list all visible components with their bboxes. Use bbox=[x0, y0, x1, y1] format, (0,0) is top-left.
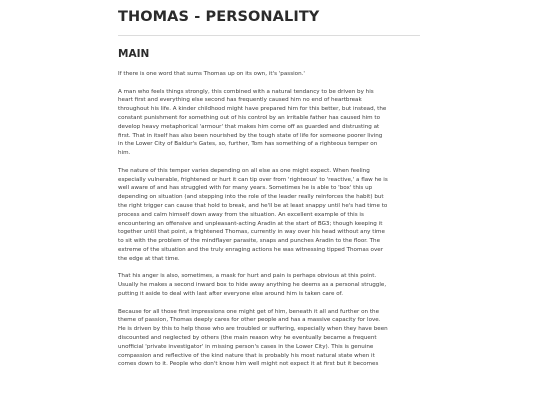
paragraph bbox=[118, 308, 418, 370]
paragraph-line: If there is one word that sums Thomas up on its own, it's 'passion.' bbox=[118, 71, 305, 77]
paragraph bbox=[118, 88, 418, 158]
paragraph bbox=[118, 272, 418, 298]
document-content bbox=[118, 0, 418, 369]
paragraph bbox=[118, 167, 418, 264]
page-title: THOMAS - PERSONALITY bbox=[118, 9, 320, 25]
paragraph-line: Usually he makes a second inward box to hide away anything he deems as a personal struggle, bbox=[118, 282, 387, 289]
section-heading-main: MAIN bbox=[118, 48, 150, 60]
paragraph-line: encountering an offensive and unpleasant-acting Aradin at the start of BG3; though keeping it bbox=[118, 220, 383, 227]
paragraph-line: well aware of and has struggled with for many years. Sometimes he is able to 'box' this up bbox=[118, 185, 373, 192]
paragraph-line: to sit with the problem of the mindflayer parasite, snaps and punches Aradin to the floor. The bbox=[118, 238, 381, 245]
paragraph-line: develop heavy metaphorical 'armour' that makes him come off as guarded and distrusting at bbox=[118, 123, 380, 130]
paragraph-line: putting it aside to deal with last after everyone else around him is taken care of. bbox=[118, 290, 343, 297]
paragraph-line: in the Lower City of Baldur's Gates, so, further, Tom has something of a righteous temper on bbox=[118, 141, 378, 148]
paragraph-line: heart first and everything else second has frequently caused him no end of heartbreak bbox=[118, 97, 362, 104]
paragraph-line: comes down to it. People who don't know him well might not expect it at first but it becomes bbox=[118, 361, 379, 368]
paragraph-line: the right trigger can cause that hold to break, and he'll be at least snappy until he's had time to bbox=[118, 202, 388, 209]
paragraph-line: compassion and reflective of the kind nature that is probably his most natural state when it bbox=[118, 352, 375, 359]
paragraph-line: Because for all those first impressions one might get of him, beneath it all and further on the bbox=[118, 308, 380, 315]
paragraph-line: discounted and neglected by others (the main reason why he eventually became a frequent bbox=[118, 334, 377, 341]
paragraph-line: process and calm himself down away from the situation. An excellent example of this is bbox=[118, 211, 364, 218]
paragraph-line: throughout his life. A kinder childhood might have prepared him for this better, but instead, the bbox=[118, 106, 387, 113]
paragraph-line: depending on situation (and stepping into the role of the leader really reinforces the habit) but bbox=[118, 194, 384, 201]
paragraph-line: together until that point, a frightened Thomas, currently in way over his head without any time bbox=[118, 229, 385, 236]
paragraph-line: him. bbox=[118, 150, 131, 157]
paragraph-line: He is driven by this to help those who are troubled or suffering, especially when they have been bbox=[118, 326, 388, 333]
paragraph-line: the edge at that time. bbox=[118, 255, 180, 262]
paragraph-line: theme of passion, Thomas deeply cares for other people and has a massive capacity for love. bbox=[118, 317, 381, 324]
paragraph-line: first. That in itself has also been nourished by the tough state of life for someone poorer living bbox=[118, 132, 383, 139]
paragraph-line: The nature of this temper varies depending on all else as one might expect. When feeling bbox=[118, 167, 370, 174]
paragraph-line: unofficial 'private investigator' in missing person's cases in the Lower City). This is genuine bbox=[118, 343, 374, 350]
title-divider bbox=[118, 35, 420, 36]
paragraph-line: A man who feels things strongly, this combined with a natural tendancy to be driven by his bbox=[118, 88, 374, 95]
paragraph-line: That his anger is also, sometimes, a mask for hurt and pain is perhaps obvious at this point. bbox=[118, 273, 377, 280]
paragraph-line: especially vulnerable, frightened or hurt it can tip over from 'righteous' to 'reactive,' a flaw he is bbox=[118, 176, 388, 183]
paragraph bbox=[118, 70, 418, 79]
body-text bbox=[118, 70, 418, 369]
paragraph-line: constant punishment for something out of his control by an irritable father has caused him to bbox=[118, 114, 381, 121]
paragraph-line: extreme of the situation and the truly enraging actions he was witnessing tipped Thomas over bbox=[118, 246, 384, 253]
